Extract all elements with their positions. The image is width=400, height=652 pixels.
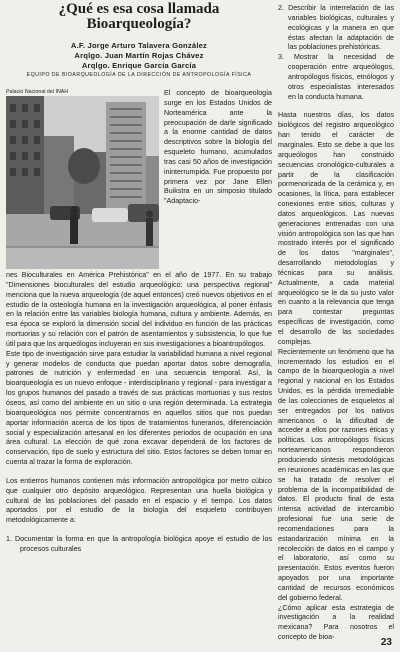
intro-beside-photo: [164, 89, 272, 207]
left-paragraph-1: nes Bioculturales en América Prehistórica" en el año de 1977. En su trabajo "Dimensiones bioculturales del estudio arqueológico: una perspectiva regional" menciona que la nueva arqueología (de aquel entonces) creó nuevos objetivos en el estudio de la osteología humana en la investigación arqueológica, al poner énfasis en la relación entre las variables biología humana, cultura y ambiente. Además, en esa época se exploró la dimensión social del individuo en función de las prácticas mortuorias y su relación con el patrón de asentamientos y subsistencia, lo que fue útil para que los arqueólogos incluyeran en sus investigaciones a bioantropólogos.: [6, 271, 272, 348]
left-paragraph-2: Este tipo de investigación sirve para estudiar la variabilidad humana a nivel regional y generar modelos de conducta que puedan aportar datos sobre demografía, patrones de nutrición y enfermedad en una secuencia temporal. Así, la bioarqueología es un nuevo enfoque - interdisciplinario y regional - para investigar a los grupos humanos del pasado a través de sus prácticas mortuorias y sus restos óseos, así como del ambiente en un sitio o una región determinada. La estrategia bioarqueológica nos permite concentrarnos en aquellos sitios que nos puedan aportar información acerca de los tipos de tratamientos funerarios, diferenciación social y especialización artesanal en los diferentes periodos de ocupación en una área cultural. La elección de qué zona excavar dependerá de los factores de conservación, tipo de suelo y estructura del sitio. Estos factores se deben tomar en cuenta al trazar la forma de exploración.: [6, 349, 272, 467]
author-block: [8, 41, 270, 80]
page-number: 23: [380, 637, 392, 648]
objective-item-1: 1. Documentar la forma en que la antropología biológica apoye el estudio de los procesos culturales: [6, 535, 272, 553]
objective-item-3: 3. Mostrar la necesidad de cooperación entre arqueólogos, antropólogos físicos, etnólogos y otros especialistas interesados en la conducta humana.: [278, 53, 394, 101]
article-title: ¿Qué es esa cosa llamada Bioarqueología?: [58, 1, 220, 32]
author-2: Arqlgo. Juan Martín Rojas Chávez: [74, 51, 204, 60]
left-paragraph-3: Los entierros humanos contienen más información antropológica por metro cúbico que cualquier otro depósito arqueológico. Representan una huella biológica y cultural de las poblaciones del pasado en el espacio y el tiempo. Los datos aportados por el estudio de la biología del esqueleto contribuyen metodológicamente a:: [6, 476, 272, 525]
team-affiliation: EQUIPO DE BIOARQUEOLOGÍA DE LA DIRECCIÓN DE ANTROPOLOGÍA FÍSICA: [26, 72, 252, 78]
author-3: Arqlgo. Enrique García García: [81, 61, 197, 70]
objective-item-2: 2. Describir la interrelación de las variables biológicas, culturales y ecológicas y la manera en que éstas afectan la adaptación de las poblaciones prehistóricas.: [278, 4, 394, 52]
right-paragraph-2: Recientemente un fenómeno que ha incrementado los estudios en el campo de la bioarqueología a nivel regional y nacional en los Estados Unidos, es la pérdida irremediable de las colecciones de esqueletos al ser entregados por los nativos americanos o la dificultad de acceder a ellos por razones éticas y políticas. Los antropólogos físicos norteamericanos respondieron produciendo síntesis metodológicas en reuniones académicas en las que se ha tratado de resolver el problema de la incompatibilidad de datos. El producto final de esta intensa actividad de intercambio profesional fue una serie de recomendaciones para la estandarización mínima en la recolección de datos en el campo y el laboratorio, así como su presentación. Estos eventos fueron apoyados por una importante cantidad de recursos económicos del gobierno federal.: [278, 347, 394, 602]
street-photo: [6, 96, 159, 269]
right-paragraph-3: ¿Cómo aplicar esta estrategia de investigación a la realidad mexicana? Para nosotros el concepto de bioa-: [278, 603, 394, 642]
objectives-list: [6, 535, 272, 555]
right-paragraph-1: Hasta nuestros días, los datos biológicos del registro arqueológico han tenido el carácter de marginales. Esto se debe a que los arqueólogos han construido secuencias cronológico-culturales a partir de la clasificación pormenorizada de la cerámica y, en ocasiones, la lítica, para establecer conexiones entre sitios, culturas y datos arqueológicos. Las nuevas generaciones entrenadas con una visión antropológica son las que han mostrado interés por el significado de los datos "marginales", desarrollando metodologías y técnicas para su análisis. Actualmente, a cada material arqueológico se le da su justo valor en cuanto a la relevancia que tenga para contestar preguntas específicas de investigación, como el desarrollo de las sociedades complejas.: [278, 111, 394, 346]
intro-paragraph: El concepto de bioarqueología surge en los Estados Unidos de Norteamérica ante la preocupación de darle significado a la enorme cantidad de datos descriptivos sobre la biología del esqueleto humano, acumulados tras casi 50 años de investigación ininterrumpida. Fue propuesto por primera vez por Jane Ellen Buikstra en un simposio titulado "Adaptacio-: [164, 89, 272, 206]
left-column: [6, 271, 272, 555]
author-1: A.F. Jorge Arturo Talavera González: [70, 41, 208, 50]
photo-caption: Palacio Nacional del INAH: [6, 89, 69, 95]
right-column: [278, 4, 394, 643]
